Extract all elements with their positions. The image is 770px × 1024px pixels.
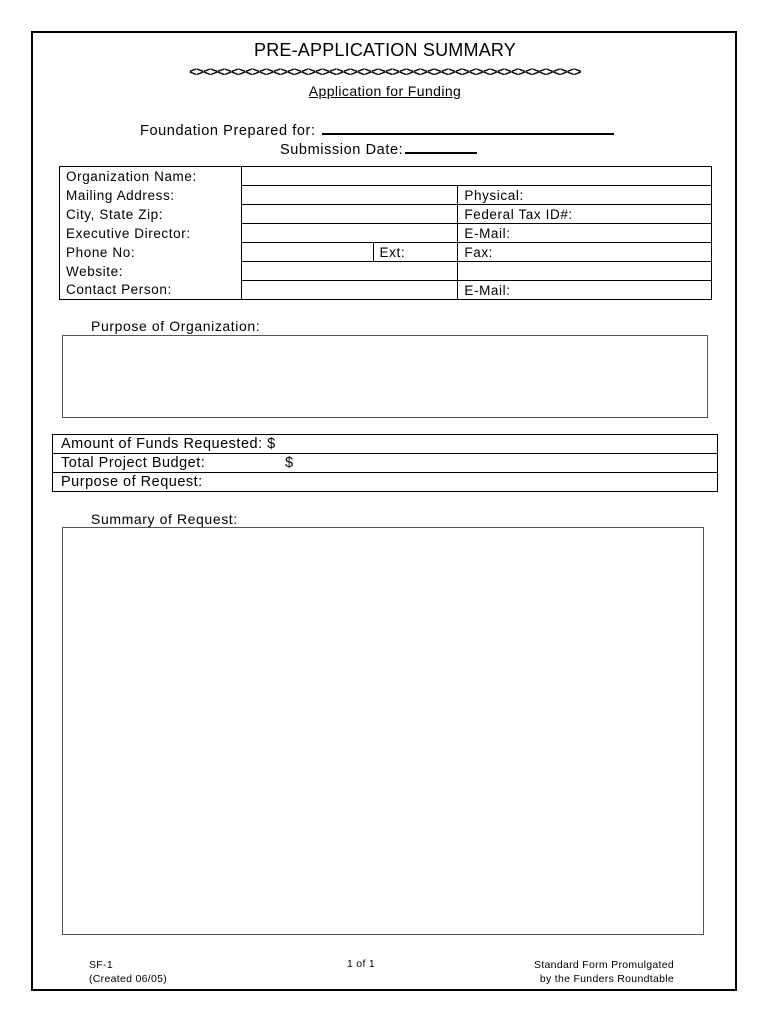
page-title: PRE-APPLICATION SUMMARY (254, 40, 516, 60)
total-budget-label: Total Project Budget: (61, 455, 206, 471)
summary-of-request-label: Summary of Request: (91, 511, 238, 527)
submission-date-label: Submission Date: (280, 142, 404, 158)
mailing-address-field[interactable] (241, 186, 458, 205)
total-budget-field[interactable] (53, 454, 718, 473)
purpose-of-organization-label: Purpose of Organization: (91, 318, 261, 334)
fax-field[interactable]: Fax: (458, 243, 712, 262)
city-state-zip-field[interactable] (241, 205, 458, 224)
director-email-field[interactable]: E-Mail: (458, 224, 712, 243)
executive-director-label: Executive Director: (60, 224, 242, 243)
table-row (53, 473, 718, 492)
mailing-address-label: Mailing Address: (60, 186, 242, 205)
amount-requested-field[interactable]: Amount of Funds Requested: $ (53, 435, 718, 454)
table-row (60, 167, 712, 186)
page-number: 1 of 1 (346, 958, 376, 970)
standard-form-line-1: Standard Form Promulgated (534, 959, 674, 971)
executive-director-field[interactable] (241, 224, 458, 243)
table-row (60, 262, 712, 281)
federal-tax-id-field[interactable]: Federal Tax ID#: (458, 205, 712, 224)
website-label: Website: (60, 262, 242, 281)
standard-form-line-2: by the Funders Roundtable (539, 973, 674, 985)
foundation-prepared-field[interactable] (322, 120, 614, 135)
physical-address-field[interactable]: Physical: (458, 186, 712, 205)
table-row (60, 243, 712, 262)
city-state-zip-label: City, State Zip: (60, 205, 242, 224)
purpose-of-organization-box[interactable] (62, 335, 708, 418)
organization-info-table (59, 166, 712, 300)
submission-date-field[interactable] (405, 139, 477, 154)
decorative-divider: <><><><><><><><><><><><><><><><><><><><><><><><><><><><> (189, 64, 581, 79)
table-row (60, 186, 712, 205)
standard-form-note (534, 958, 674, 986)
foundation-prepared-row (140, 120, 614, 139)
contact-person-field[interactable] (241, 281, 458, 300)
total-budget-dollar-sign: $ (285, 455, 294, 471)
foundation-prepared-label: Foundation Prepared for: (140, 123, 316, 139)
phone-no-field[interactable] (241, 243, 373, 262)
form-created-date: (Created 06/05) (89, 973, 168, 985)
contact-person-label: Contact Person: (60, 281, 242, 300)
table-row (60, 281, 712, 300)
phone-no-label: Phone No: (60, 243, 242, 262)
organization-name-field[interactable] (241, 167, 711, 186)
table-row (53, 435, 718, 454)
ext-field[interactable]: Ext: (373, 243, 458, 262)
form-id: SF-1 (89, 959, 113, 971)
funding-request-table (52, 434, 718, 492)
website-extra-field[interactable] (458, 262, 712, 281)
summary-of-request-box[interactable] (62, 527, 704, 935)
table-row (60, 205, 712, 224)
organization-name-label: Organization Name: (60, 167, 242, 186)
page-subtitle: Application for Funding (308, 83, 462, 99)
table-row (53, 454, 718, 473)
purpose-of-request-field[interactable]: Purpose of Request: (53, 473, 718, 492)
website-field[interactable] (241, 262, 458, 281)
table-row (60, 224, 712, 243)
contact-email-field[interactable]: E-Mail: (458, 281, 712, 300)
form-id-block (89, 958, 167, 986)
submission-date-row (280, 139, 477, 158)
